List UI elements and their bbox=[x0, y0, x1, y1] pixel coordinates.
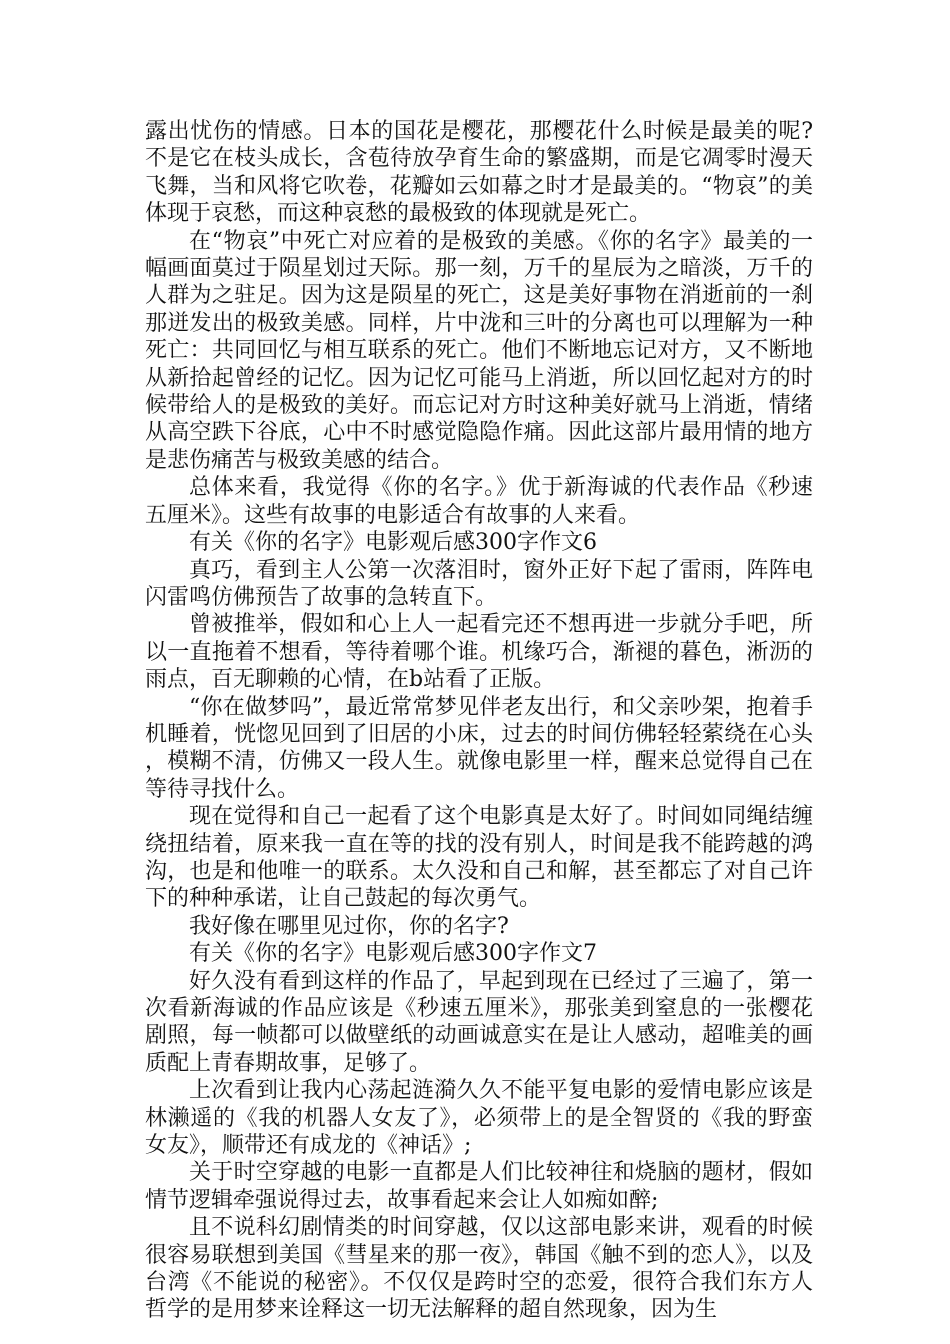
paragraph-8: 我好像在哪里见过你，你的名字? bbox=[189, 913, 509, 939]
paragraph-5: 曾被推举，假如和心上人一起看完还不想再进一步就分手吧，所以一直拖着不想看，等待着哪个谁。机缘巧合，渐褪的暮色，淅沥的雨点，百无聊赖的心情，在b站看了正版。 bbox=[145, 612, 813, 693]
paragraph-4: 真巧，看到主人公第一次落泪时，窗外正好下起了雷雨，阵阵电闪雷鸣仿佛预告了故事的急转直下。 bbox=[145, 557, 813, 610]
document-page bbox=[145, 118, 813, 1324]
paragraph-2: 在“物哀”中死亡对应着的是极致的美感。《你的名字》最美的一幅画面莫过于陨星划过天际。那一刻，万千的星辰为之暗淡，万千的人群为之驻足。因为这是陨星的死亡，这是美好事物在消逝前的一刹那迸发出的极致美感。同样，片中泷和三叶的分离也可以理解为一种死亡：共同回忆与相互联系的死亡。他们不断地忘记对方，又不断地从新拾起曾经的记忆。因为记忆可能马上消逝，所以回忆起对方的时候带给人的是极致的美好。而忘记对方时这种美好就马上消逝，情绪从高空跌下谷底，心中不时感觉隐隐作痛。因此这部片最用情的地方是悲伤痛苦与极致美感的结合。 bbox=[145, 228, 813, 473]
section-heading-7: 有关《你的名字》电影观后感300字作文7 bbox=[189, 941, 597, 967]
section-heading-6: 有关《你的名字》电影观后感300字作文6 bbox=[189, 530, 597, 556]
paragraph-1: 露出忧伤的情感。日本的国花是樱花，那樱花什么时候是最美的呢?不是它在枝头成长，含苞待放孕育生命的繁盛期，而是它凋零时漫天飞舞，当和风将它吹卷，花瓣如云如幕之时才是最美的。“物哀”的美体现于哀愁，而这种哀愁的最极致的体现就是死亡。 bbox=[145, 119, 813, 227]
paragraph-9: 好久没有看到这样的作品了，早起到现在已经过了三遍了，第一次看新海诚的作品应该是《秒速五厘米》，那张美到窒息的一张樱花剧照，每一帧都可以做壁纸的动画诚意实在是让人感动，超唯美的画质配上青春期故事，足够了。 bbox=[145, 968, 813, 1076]
paragraph-7: 现在觉得和自己一起看了这个电影真是太好了。时间如同绳结缠绕扭结着，原来我一直在等的找的没有别人，时间是我不能跨越的鸿沟，也是和他唯一的联系。太久没和自己和解，甚至都忘了对自己许下的种种承诺，让自己鼓起的每次勇气。 bbox=[145, 804, 813, 912]
paragraph-3: 总体来看，我觉得《你的名字。》优于新海诚的代表作品《秒速五厘米》。这些有故事的电影适合有故事的人来看。 bbox=[145, 475, 813, 528]
paragraph-6: “你在做梦吗”，最近常常梦见伴老友出行，和父亲吵架，抱着手机睡着，恍惚见回到了旧居的小床，过去的时间仿佛轻轻萦绕在心头，模糊不清，仿佛又一段人生。就像电影里一样，醒来总觉得自己在等待寻找什么。 bbox=[145, 694, 813, 802]
paragraph-11: 关于时空穿越的电影一直都是人们比较神往和烧脑的题材，假如情节逻辑牵强说得过去，故事看起来会让人如痴如醉; bbox=[145, 1160, 813, 1213]
paragraph-10: 上次看到让我内心荡起涟漪久久不能平复电影的爱情电影应该是林濑遥的《我的机器人女友了》，必须带上的是全智贤的《我的野蛮女友》，顺带还有成龙的《神话》; bbox=[145, 1078, 813, 1159]
paragraph-12: 且不说科幻剧情类的时间穿越，仅以这部电影来讲，观看的时候很容易联想到美国《彗星来的那一夜》，韩国《触不到的恋人》，以及台湾《不能说的秘密》。不仅仅是跨时空的恋爱，很符合我们东方人哲学的是用梦来诠释这一切无法解释的超自然现象，因为生 bbox=[145, 1215, 813, 1323]
